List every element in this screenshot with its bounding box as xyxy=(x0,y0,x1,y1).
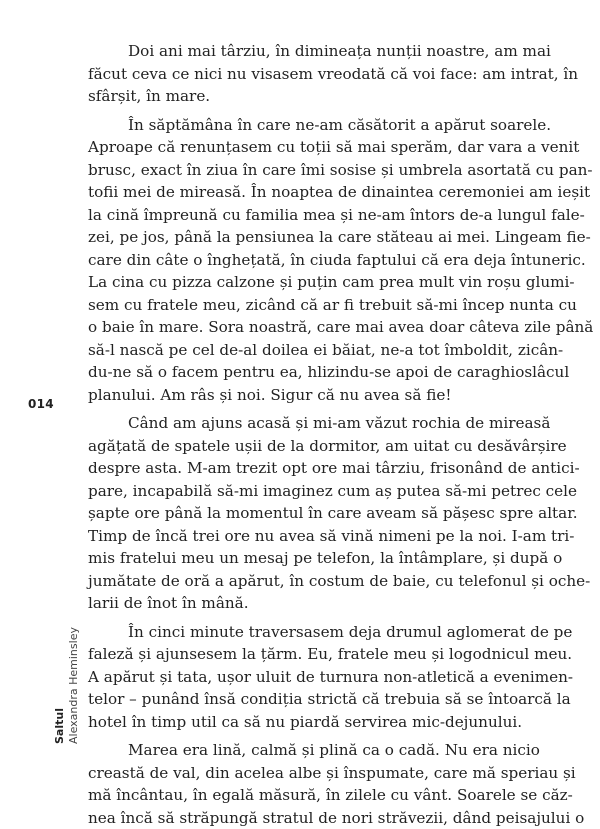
text-line: la cină împreună cu familia mea și ne-am întors de-a lungul fale- xyxy=(88,204,534,227)
text-line: jumătate de oră a apărut, în costum de baie, cu telefonul și oche- xyxy=(88,570,534,593)
text-line: zei, pe jos, până la pensiunea la care stăteau ai mei. Lingeam fie- xyxy=(88,226,534,249)
text-line: Timp de încă trei ore nu avea să vină nimeni pe la noi. I-am tri- xyxy=(88,525,534,548)
text-line: sfârșit, în mare. xyxy=(88,85,534,108)
text-line: În săptămâna în care ne-am căsătorit a apărut soarele. xyxy=(88,114,534,137)
text-line: să-l nască pe cel de-al doilea ei băiat, ne-a tot îmboldit, zicân- xyxy=(88,339,534,362)
text-line: care din câte o înghețată, în ciuda faptului că era deja întuneric. xyxy=(88,249,534,272)
text-line: făcut ceva ce nici nu visasem vreodată că voi face: am intrat, în xyxy=(88,63,534,86)
paragraph xyxy=(88,40,534,108)
text-line: despre asta. M-am trezit opt ore mai târziu, frisonând de antici- xyxy=(88,457,534,480)
text-line: șapte ore până la momentul în care aveam să pășesc spre altar. xyxy=(88,502,534,525)
body-text xyxy=(88,40,534,829)
text-line: pare, incapabilă să-mi imaginez cum aș putea să-mi petrec cele xyxy=(88,480,534,503)
text-line: tofii mei de mireasă. În noaptea de dinaintea ceremoniei am ieșit xyxy=(88,181,534,204)
text-line: Aproape că renunțasem cu toții să mai sperăm, dar vara a venit xyxy=(88,136,534,159)
text-line: du-ne să o facem pentru ea, hlizindu-se apoi de caraghioslâcul xyxy=(88,361,534,384)
text-line: faleză și ajunsesem la țărm. Eu, fratele meu și logodnicul meu. xyxy=(88,643,534,666)
text-line: hotel în timp util ca să nu piardă servirea mic-dejunului. xyxy=(88,711,534,734)
text-line: nea încă să străpungă stratul de nori străvezii, dând peisajului o xyxy=(88,807,534,829)
paragraph xyxy=(88,412,534,615)
text-line: o baie în mare. Sora noastră, care mai avea doar câteva zile până xyxy=(88,316,534,339)
text-line: sem cu fratele meu, zicând că ar fi trebuit să-mi încep nunta cu xyxy=(88,294,534,317)
author-name: Alexandra Heminsley xyxy=(67,627,80,744)
text-line: Marea era lină, calmă și plină ca o cadă. Nu era nicio xyxy=(88,739,534,762)
text-line: larii de înot în mână. xyxy=(88,592,534,615)
text-line: telor – punând însă condiția strictă că trebuia să se întoarcă la xyxy=(88,688,534,711)
text-line: creastă de val, din acelea albe și înspumate, care mă speriau și xyxy=(88,762,534,785)
page-number: 014 xyxy=(28,397,54,411)
text-line: A apărut și tata, ușor uluit de turnura non-atletică a evenimen- xyxy=(88,666,534,689)
text-line: În cinci minute traversasem deja drumul aglomerat de pe xyxy=(88,621,534,644)
text-line: La cina cu pizza calzone și puțin cam prea mult vin roșu glumi- xyxy=(88,271,534,294)
text-line: brusc, exact în ziua în care îmi sosise și umbrela asortată cu pan- xyxy=(88,159,534,182)
book-title: Saltul xyxy=(53,708,66,744)
text-line: Când am ajuns acasă și mi-am văzut rochia de mireasă xyxy=(88,412,534,435)
paragraph xyxy=(88,114,534,407)
text-line: mă încântau, în egală măsură, în zilele cu vânt. Soarele se căz- xyxy=(88,784,534,807)
text-line: planului. Am râs și noi. Sigur că nu avea să fie! xyxy=(88,384,534,407)
paragraph xyxy=(88,739,534,829)
text-line: agățată de spatele ușii de la dormitor, am uitat cu desăvârșire xyxy=(88,435,534,458)
running-footer xyxy=(53,708,66,744)
paragraph xyxy=(88,621,534,734)
text-line: Doi ani mai târziu, în dimineața nunții noastre, am mai xyxy=(88,40,534,63)
text-line: mis fratelui meu un mesaj pe telefon, la întâmplare, și după o xyxy=(88,547,534,570)
